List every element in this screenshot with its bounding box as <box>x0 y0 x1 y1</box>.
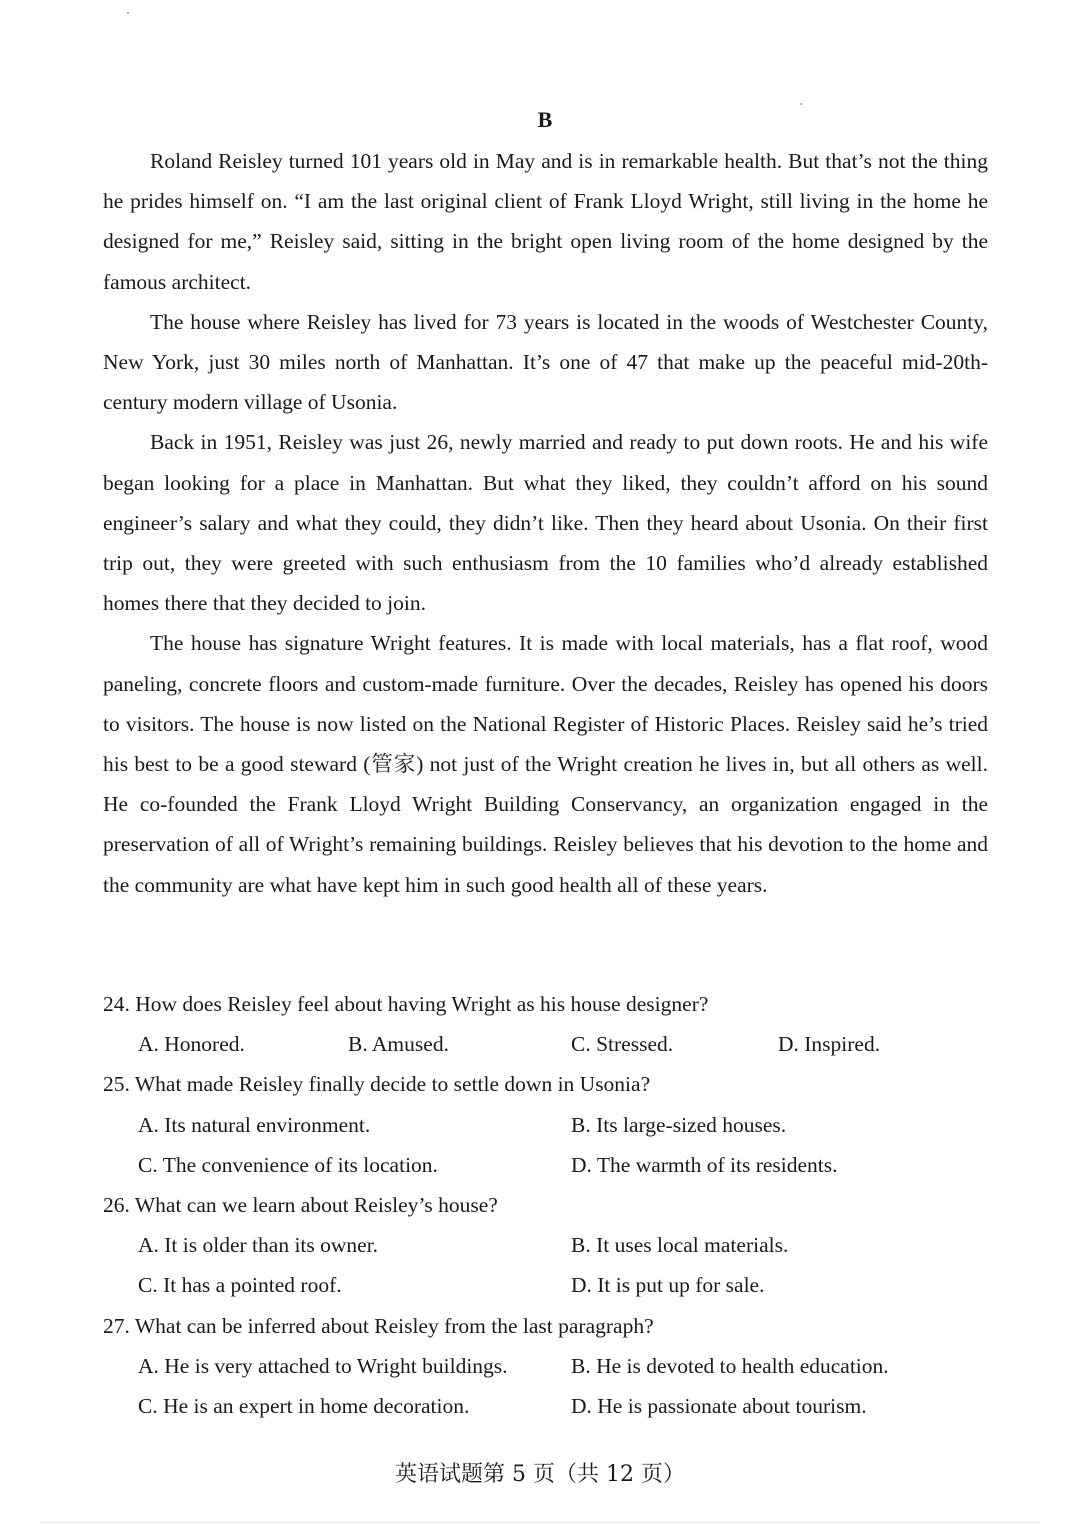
option-b: B. Its large-sized houses. <box>571 1112 787 1137</box>
scan-edge <box>40 1522 1040 1523</box>
option-d: D. Inspired. <box>778 1032 881 1057</box>
option-c: C. The convenience of its location. <box>138 1152 438 1177</box>
passage-paragraph: Back in 1951, Reisley was just 26, newly married and ready to put down roots. He and his wife began looking for a place in Manhattan. But what they liked, they couldn’t afford on his sound engineer’s salary and what they could, they didn’t like. Then they heard about Usonia. On their first trip out, they were greeted with such enthusiasm from the 10 families who’d already established homes there that they decided to join. <box>103 430 988 616</box>
option-c: C. Stressed. <box>571 1032 674 1057</box>
section-title: B <box>537 107 553 132</box>
option-b: B. It uses local materials. <box>571 1233 789 1258</box>
option-a: A. He is very attached to Wright buildings. <box>138 1353 508 1378</box>
option-c: C. He is an expert in home decoration. <box>138 1393 470 1418</box>
passage-paragraph: The house has signature Wright features. It is made with local materials, has a flat roof, wood paneling, concrete floors and custom-made furniture. Over the decades, Reisley has opened his doors to visitors. The house is now listed on the National Register of Historic Places. Reisley said he’s tried his best to be a good steward (管家) not just of the Wright creation he lives in, but all others as well. He co-founded the Frank Lloyd Wright Building Conservancy, an organization engaged in the preservation of all of Wright’s remaining buildings. Reisley believes that his devotion to the home and the community are what have kept him in such good health all of these years. <box>103 631 988 897</box>
question-stem: 27. What can be inferred about Reisley from the last paragraph? <box>103 1313 654 1338</box>
option-a: A. Its natural environment. <box>138 1112 371 1137</box>
question-26 <box>103 1185 988 1306</box>
option-d: D. It is put up for sale. <box>571 1273 765 1298</box>
option-d: D. The warmth of its residents. <box>571 1152 838 1177</box>
option-a: A. Honored. <box>138 1032 245 1057</box>
scan-speck <box>127 12 129 14</box>
option-group <box>103 1105 988 1185</box>
question-stem: 25. What made Reisley finally decide to settle down in Usonia? <box>103 1072 651 1097</box>
question-25 <box>103 1064 988 1185</box>
question-stem: 26. What can we learn about Reisley’s house? <box>103 1192 498 1217</box>
question-stem: 24. How does Reisley feel about having Wright as his house designer? <box>103 992 709 1016</box>
question-24 <box>103 984 988 1064</box>
option-b: B. Amused. <box>348 1032 449 1057</box>
reading-passage <box>103 141 988 905</box>
option-group <box>103 1225 988 1305</box>
option-d: D. He is passionate about tourism. <box>571 1393 867 1418</box>
question-27 <box>103 1306 988 1427</box>
question-list <box>103 984 988 1426</box>
option-group <box>103 1024 988 1064</box>
option-c: C. It has a pointed roof. <box>138 1273 342 1298</box>
passage-paragraph: The house where Reisley has lived for 73 years is located in the woods of Westchester County, New York, just 30 miles north of Manhattan. It’s one of 47 that make up the peaceful mid-20th-century modern village of Usonia. <box>103 309 988 415</box>
passage-paragraph: Roland Reisley turned 101 years old in May and is in remarkable health. But that’s not the thing he prides himself on. “I am the last original client of Frank Lloyd Wright, still living in the home he designed for me,” Reisley said, sitting in the bright open living room of the home designed by the famous architect. <box>103 149 988 294</box>
option-b: B. He is devoted to health education. <box>571 1353 889 1378</box>
option-group <box>103 1346 988 1426</box>
option-a: A. It is older than its owner. <box>138 1233 379 1258</box>
page-footer: 英语试题第 5 页（共 12 页） <box>395 1462 685 1487</box>
scan-speck <box>800 103 802 105</box>
